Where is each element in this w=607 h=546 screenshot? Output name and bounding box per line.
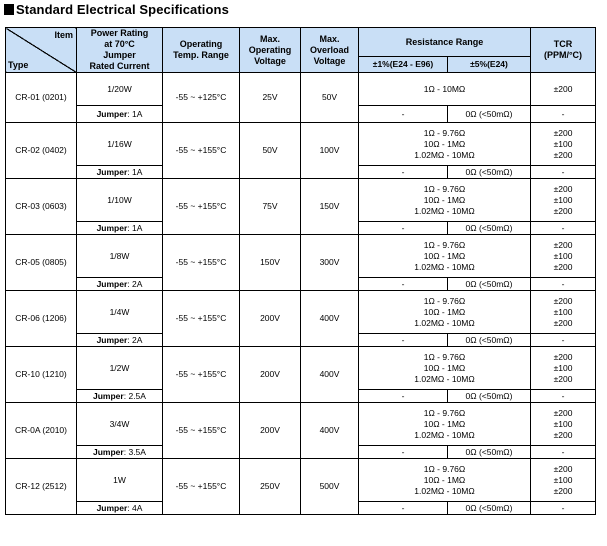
jumper-cell [77, 334, 163, 347]
type-cell: CR-06 (1206) [6, 291, 77, 347]
resistance-range-line: 1.02MΩ - 10MΩ [414, 429, 475, 440]
ovl-header-line: Overload [309, 44, 349, 55]
temp-cell: -55 ~ +155°C [163, 459, 240, 515]
power-cell: 1/16W [77, 123, 163, 166]
ovl-cell: 500V [301, 459, 359, 515]
jumper-cell [77, 502, 163, 515]
resistance-range-line: 1.02MΩ - 10MΩ [414, 485, 475, 496]
ovl-cell: 400V [301, 291, 359, 347]
power-header-line: Power Rating [90, 28, 149, 38]
resistance-range-cell [359, 291, 531, 334]
type-cell: CR-12 (2512) [6, 459, 77, 515]
resistance-range-line: 10Ω - 1MΩ [423, 138, 466, 149]
temp-cell: -55 ~ +125°C [163, 73, 240, 123]
temp-cell: -55 ~ +155°C [163, 291, 240, 347]
tcr-line: ±200 [553, 183, 573, 194]
power-header [77, 28, 163, 73]
opv-cell: 50V [240, 123, 301, 179]
jumper-res-5pct-cell: 0Ω (<50mΩ) [448, 106, 531, 123]
resistance-range-line: 10Ω - 1MΩ [423, 474, 466, 485]
power-cell: 1/10W [77, 179, 163, 222]
jumper-res-1pct-cell: - [359, 334, 448, 347]
ovl-header-line: Voltage [313, 55, 346, 66]
jumper-label: Jumper [96, 278, 128, 289]
temp-cell: -55 ~ +155°C [163, 347, 240, 403]
tcr-line: ±200 [553, 485, 573, 496]
jumper-label: Jumper [93, 390, 124, 401]
jumper-current: 2A [132, 278, 143, 289]
spec-table-body [6, 73, 596, 515]
opv-header-line: Operating [248, 44, 292, 55]
jumper-label: Jumper [96, 222, 128, 233]
section-title [4, 1, 229, 17]
resistance-range-line: 10Ω - 1MΩ [423, 306, 466, 317]
item-header-label: Item [54, 30, 73, 40]
tcr-line: ±200 [553, 373, 573, 384]
resistance-range-line: 1.02MΩ - 10MΩ [414, 261, 475, 272]
jumper-current: 1A [132, 222, 143, 233]
resistance-range-line: 1Ω - 9.76Ω [423, 127, 466, 138]
opv-cell: 25V [240, 73, 301, 123]
jumper-sep: : [127, 108, 133, 119]
res-5pct-header: ±5%(E24) [448, 57, 531, 73]
jumper-label: Jumper [93, 446, 124, 457]
tcr-cell [531, 123, 596, 166]
temp-header [163, 28, 240, 73]
resistance-range-line: 1.02MΩ - 10MΩ [414, 317, 475, 328]
jumper-cell [77, 446, 163, 459]
type-cell: CR-0A (2010) [6, 403, 77, 459]
opv-header [240, 28, 301, 73]
jumper-sep: : [123, 390, 129, 401]
tcr-line: ±200 [553, 149, 573, 160]
jumper-res-1pct-cell: - [359, 446, 448, 459]
jumper-current: 1A [132, 108, 143, 119]
tcr-line: ±100 [553, 418, 573, 429]
tcr-line: ±200 [553, 463, 573, 474]
table-row [6, 459, 596, 502]
tcr-line: ±200 [553, 429, 573, 440]
tcr-line: ±200 [553, 317, 573, 328]
power-cell: 1/4W [77, 291, 163, 334]
jumper-tcr-cell: - [531, 166, 596, 179]
tcr-header [531, 28, 596, 73]
table-row [6, 73, 596, 106]
type-cell: CR-01 (0201) [6, 73, 77, 123]
ovl-cell: 50V [301, 73, 359, 123]
tcr-header-line: (PPM/°C) [543, 50, 583, 60]
resistance-range-cell: 1Ω - 10MΩ [359, 73, 531, 106]
jumper-cell [77, 106, 163, 123]
ovl-header-line: Max. [319, 33, 340, 44]
jumper-tcr-cell: - [531, 106, 596, 123]
jumper-res-5pct-cell: 0Ω (<50mΩ) [448, 446, 531, 459]
tcr-header-line: TCR [553, 39, 573, 49]
ovl-header [301, 28, 359, 73]
tcr-line: ±200 [553, 261, 573, 272]
tcr-cell [531, 459, 596, 502]
power-cell: 1/2W [77, 347, 163, 390]
jumper-sep: : [127, 502, 133, 513]
resistance-range-line: 1Ω - 9.76Ω [423, 463, 466, 474]
tcr-line: ±200 [553, 239, 573, 250]
jumper-current: 1A [132, 166, 143, 177]
tcr-line: ±200 [553, 407, 573, 418]
item-type-header [6, 28, 77, 73]
jumper-sep: : [127, 222, 133, 233]
jumper-tcr-cell: - [531, 390, 596, 403]
jumper-cell [77, 278, 163, 291]
opv-cell: 150V [240, 235, 301, 291]
type-header-label: Type [8, 60, 29, 70]
temp-header-line: Operating [179, 39, 223, 49]
jumper-sep: : [127, 166, 133, 177]
jumper-tcr-cell: - [531, 502, 596, 515]
temp-cell: -55 ~ +155°C [163, 123, 240, 179]
jumper-res-1pct-cell: - [359, 106, 448, 123]
opv-cell: 200V [240, 291, 301, 347]
tcr-line: ±200 [553, 83, 573, 94]
jumper-sep: : [127, 334, 133, 345]
resistance-range-line: 1Ω - 9.76Ω [423, 295, 466, 306]
ovl-cell: 100V [301, 123, 359, 179]
jumper-res-1pct-cell: - [359, 390, 448, 403]
jumper-res-5pct-cell: 0Ω (<50mΩ) [448, 390, 531, 403]
tcr-line: ±100 [553, 250, 573, 261]
resistance-range-line: 1Ω - 9.76Ω [423, 407, 466, 418]
jumper-cell [77, 166, 163, 179]
resistance-range-line: 1.02MΩ - 10MΩ [414, 149, 475, 160]
resistance-range-line: 1.02MΩ - 10MΩ [414, 205, 475, 216]
tcr-cell [531, 179, 596, 222]
resistance-range-line: 10Ω - 1MΩ [423, 418, 466, 429]
tcr-line: ±200 [553, 295, 573, 306]
tcr-line: ±100 [553, 194, 573, 205]
tcr-line: ±100 [553, 306, 573, 317]
tcr-cell [531, 235, 596, 278]
table-row [6, 291, 596, 334]
tcr-line: ±200 [553, 205, 573, 216]
jumper-res-5pct-cell: 0Ω (<50mΩ) [448, 278, 531, 291]
resistance-range-line: 1Ω - 9.76Ω [423, 239, 466, 250]
opv-header-line: Voltage [254, 55, 286, 66]
temp-cell: -55 ~ +155°C [163, 179, 240, 235]
black-square-icon [4, 4, 14, 15]
jumper-res-1pct-cell: - [359, 166, 448, 179]
jumper-current: 3.5A [128, 446, 146, 457]
jumper-tcr-cell: - [531, 446, 596, 459]
table-row [6, 179, 596, 222]
temp-cell: -55 ~ +155°C [163, 403, 240, 459]
jumper-res-1pct-cell: - [359, 502, 448, 515]
power-header-line: Rated Current [89, 61, 150, 71]
jumper-cell [77, 390, 163, 403]
jumper-sep: : [123, 446, 129, 457]
ovl-cell: 150V [301, 179, 359, 235]
temp-header-line: Temp. Range [173, 50, 229, 60]
ovl-cell: 400V [301, 403, 359, 459]
jumper-res-1pct-cell: - [359, 222, 448, 235]
opv-cell: 200V [240, 347, 301, 403]
jumper-label: Jumper [96, 166, 128, 177]
tcr-line: ±200 [553, 127, 573, 138]
jumper-sep: : [127, 278, 133, 289]
jumper-res-5pct-cell: 0Ω (<50mΩ) [448, 502, 531, 515]
opv-cell: 200V [240, 403, 301, 459]
opv-cell: 250V [240, 459, 301, 515]
tcr-cell [531, 403, 596, 446]
resistance-range-cell [359, 403, 531, 446]
tcr-line: ±100 [553, 362, 573, 373]
power-cell: 1/8W [77, 235, 163, 278]
tcr-line: ±100 [553, 474, 573, 485]
jumper-current: 2.5A [128, 390, 146, 401]
table-row [6, 347, 596, 390]
type-cell: CR-05 (0805) [6, 235, 77, 291]
spec-table [5, 27, 596, 515]
jumper-label: Jumper [96, 502, 128, 513]
jumper-tcr-cell: - [531, 222, 596, 235]
section-title-text: Standard Electrical Specifications [16, 1, 229, 17]
table-row [6, 123, 596, 166]
resistance-range-cell [359, 179, 531, 222]
resistance-range-cell [359, 459, 531, 502]
ovl-cell: 400V [301, 347, 359, 403]
resistance-range-line: 10Ω - 1MΩ [423, 194, 466, 205]
resistance-range-line: 10Ω - 1MΩ [423, 362, 466, 373]
table-row [6, 235, 596, 278]
tcr-cell [531, 73, 596, 106]
temp-cell: -55 ~ +155°C [163, 235, 240, 291]
jumper-res-5pct-cell: 0Ω (<50mΩ) [448, 222, 531, 235]
resistance-range-cell [359, 347, 531, 390]
jumper-tcr-cell: - [531, 334, 596, 347]
type-cell: CR-03 (0603) [6, 179, 77, 235]
res-1pct-header: ±1%(E24 - E96) [359, 57, 448, 73]
resistance-range-line: 10Ω - 1MΩ [423, 250, 466, 261]
tcr-line: ±200 [553, 351, 573, 362]
jumper-res-1pct-cell: - [359, 278, 448, 291]
ovl-cell: 300V [301, 235, 359, 291]
table-row [6, 403, 596, 446]
resistance-range-cell [359, 235, 531, 278]
jumper-label: Jumper [96, 108, 128, 119]
jumper-label: Jumper [96, 334, 128, 345]
tcr-line: ±100 [553, 138, 573, 149]
power-header-line: at 70°C [104, 39, 135, 49]
resistance-header: Resistance Range [359, 28, 531, 57]
resistance-range-line: 1Ω - 9.76Ω [423, 183, 466, 194]
jumper-res-5pct-cell: 0Ω (<50mΩ) [448, 166, 531, 179]
tcr-cell [531, 347, 596, 390]
type-cell: CR-10 (1210) [6, 347, 77, 403]
power-header-line: Jumper [103, 50, 136, 60]
opv-cell: 75V [240, 179, 301, 235]
jumper-current: 2A [132, 334, 143, 345]
jumper-current: 4A [132, 502, 143, 513]
type-cell: CR-02 (0402) [6, 123, 77, 179]
resistance-range-line: 1.02MΩ - 10MΩ [414, 373, 475, 384]
jumper-cell [77, 222, 163, 235]
jumper-tcr-cell: - [531, 278, 596, 291]
power-cell: 3/4W [77, 403, 163, 446]
tcr-cell [531, 291, 596, 334]
power-cell: 1/20W [77, 73, 163, 106]
opv-header-line: Max. [259, 33, 280, 44]
resistance-range-line: 1Ω - 9.76Ω [423, 351, 466, 362]
jumper-res-5pct-cell: 0Ω (<50mΩ) [448, 334, 531, 347]
power-cell: 1W [77, 459, 163, 502]
resistance-range-cell [359, 123, 531, 166]
